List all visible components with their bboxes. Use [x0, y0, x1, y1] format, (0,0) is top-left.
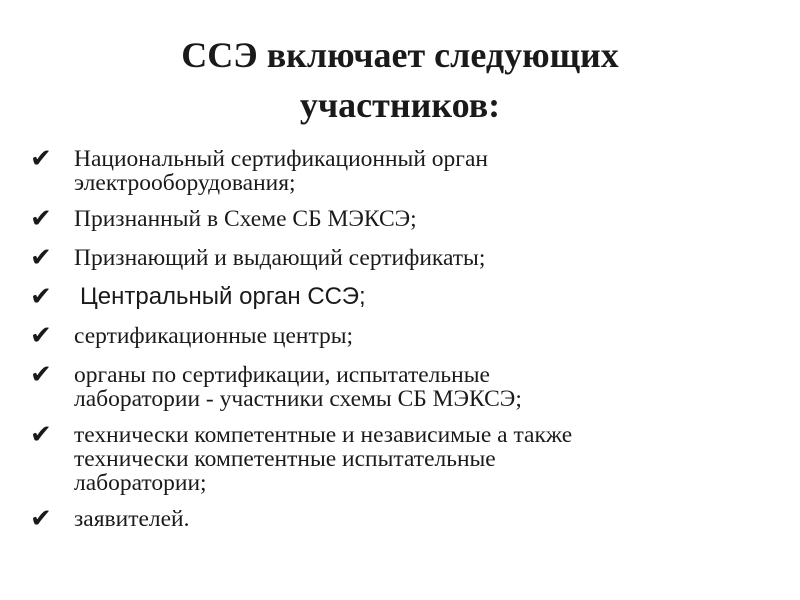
check-icon: ✔: [30, 282, 52, 312]
list-item: [30, 360, 770, 411]
list-item-text: [74, 204, 417, 231]
list-item-line: сертификационные центры;: [74, 323, 354, 349]
participants-list: [30, 144, 770, 543]
list-item-text: [74, 360, 522, 411]
list-item: [30, 243, 770, 273]
list-item-text: [74, 420, 572, 495]
list-item-line: технически компетентные испытательные: [74, 446, 496, 472]
list-item-line: лаборатории;: [74, 470, 207, 496]
check-icon: ✔: [30, 504, 52, 534]
list-item-line: электрооборудования;: [74, 170, 296, 196]
slide-title-line-2: участников:: [299, 85, 501, 125]
list-item: [30, 282, 770, 312]
list-item: [30, 321, 770, 351]
list-item-line: Центральный орган ССЭ;: [80, 283, 366, 310]
check-icon: ✔: [30, 360, 52, 390]
list-item: [30, 204, 770, 234]
list-item-line: лаборатории - участники схемы СБ МЭКСЭ;: [74, 386, 522, 412]
check-icon: ✔: [30, 420, 52, 450]
slide-title-line-1: ССЭ включает следующих: [181, 35, 619, 75]
list-item: [30, 144, 770, 195]
slide-title: [0, 30, 800, 130]
list-item-line: технически компетентные и независимые а также: [74, 422, 573, 448]
list-item-line: Признанный в Схеме СБ МЭКСЭ;: [74, 206, 417, 232]
list-item-line: органы по сертификации, испытательные: [74, 362, 490, 388]
list-item-text: [74, 144, 488, 195]
list-item-text: [74, 243, 485, 270]
list-item-text: [74, 282, 366, 309]
list-item: [30, 420, 770, 495]
list-item: [30, 504, 770, 534]
list-item-line: Признающий и выдающий сертификаты;: [74, 245, 486, 271]
list-item-line: Национальный сертификационный орган: [74, 146, 488, 172]
list-item-text: [74, 321, 353, 348]
check-icon: ✔: [30, 144, 52, 174]
check-icon: ✔: [30, 321, 52, 351]
check-icon: ✔: [30, 204, 52, 234]
check-icon: ✔: [30, 243, 52, 273]
list-item-line: заявителей.: [74, 506, 190, 532]
list-item-text: [74, 504, 190, 531]
